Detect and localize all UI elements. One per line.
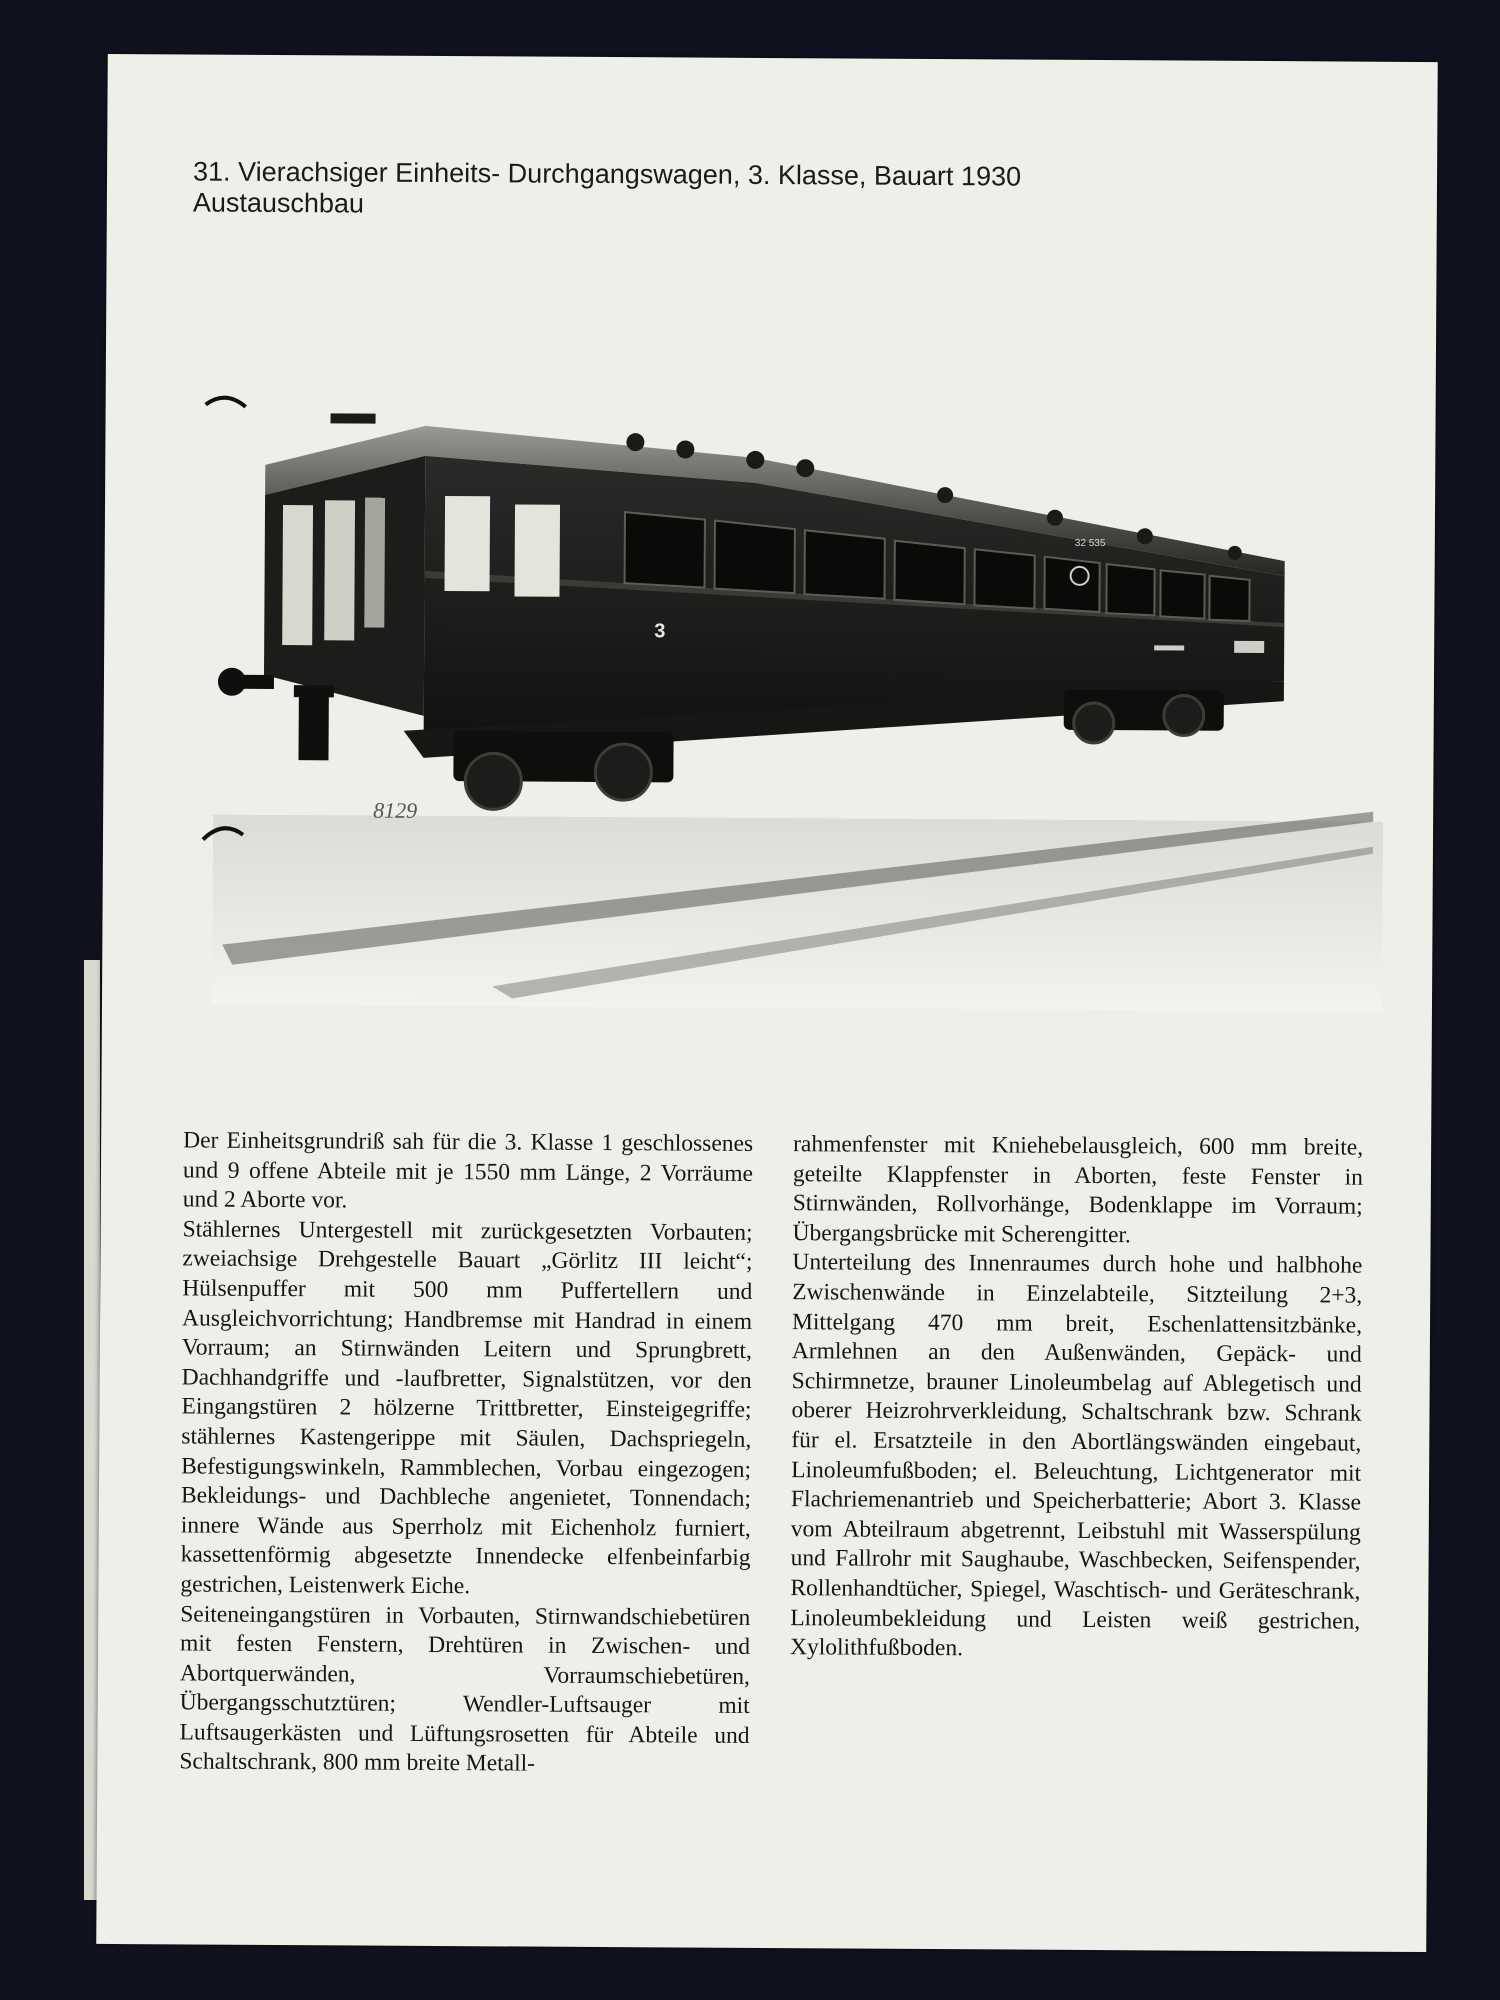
title-line-1: 31. Vierachsiger Einheits- Durchgangswagen, 3. Klasse, Bauart 1930 [192, 156, 1022, 192]
paragraph: Unterteilung des Innenraumes durch hohe und halbhohe Zwischenwände in Einzelabteile, Sitzteilung 2+3, Mittelgang 470 mm breit, Eschenlattensitzbänke, Armlehnen an den Außenwänden, Gepäck- und Schirmnetze, brauner Linoleumbelag auf Ablegetisch und oberer Heizrohrverkleidung, Schaltschrank bzw. Schrank für el. Ersatzteile in den Abortlängswänden eingebaut, Linoleumfußboden; el. Beleuchtung, Lichtgenerator mit Flachriemenantrieb und Speicherbatterie; Abort 3. Klasse vom Abteilraum abgetrennt, Leibstuhl mit Wasserspülung und Fallrohr mit Saughaube, Waschbecken, Seifenspender, Rollenhandtücher, Spiegel, Waschtisch- und Geräteschrank, Linoleumbekleidung und Leisten weiß gestrichen, Xylolithfußboden. [789, 1249, 1363, 1662]
railway-car-photo [192, 384, 1396, 1011]
car-number-marking: 32 535 [1074, 537, 1106, 550]
text-column-left [179, 1126, 753, 1781]
paragraph: Der Einheitsgrundriß sah für die 3. Klasse 1 geschlossenes und 9 offene Abteile mit je 1550 mm Länge, 2 Vorräume und 2 Aborte vor. [182, 1127, 754, 1214]
paragraph: Stählernes Untergestell mit zurückgesetzten Vorbauten; zweiachsige Drehgestelle Bauart „Görlitz III leicht“; Hülsenpuffer mit 500 mm Puffertellern und Ausgleichvorrichtung; Handbremse mit Handrad in einem Vorraum; an Stirnwänden Leitern und Sprungbrett, Dachhandgriffe und -laufbretter, Signalstützen, vor den Eingangstüren 2 hölzerne Trittbretter, Einsteigegriffe; stählernes Kastengerippe mit Säulen, Dachspriegeln, Befestigungswinkeln, Rammblechen, Vorbau eingezogen; Bekleidungs- und Dachbleche angenietet, Tonnendach; innere Wände aus Sperrholz mit Eichenholz furniert, kassettenförmig abgesetzte Innendecke elfenbeinfarbig gestrichen, Leistenwerk Eiche. [180, 1216, 753, 1600]
book-page [96, 54, 1438, 1952]
title-line-2: Austauschbau [192, 187, 365, 219]
plate-number-marking: 8129 [373, 797, 418, 823]
class-number-marking: 3 [654, 620, 666, 643]
text-column-right [790, 1130, 1363, 1666]
page-title [193, 156, 1293, 225]
paragraph: Seiteneingangstüren in Vorbauten, Stirnwandschiebetüren mit festen Fenstern, Drehtüren in Zwischen- und Abortquerwänden, Vorraumschiebetüren, Übergangsschutztüren; Wendler-Luftsauger mit Luftsaugerkästen und Lüftungsrosetten für Abteile und Schaltschrank, 800 mm breite Metall- [179, 1600, 751, 1778]
paragraph: rahmenfenster mit Kniehebelausgleich, 600 mm breite, geteilte Klappfenster in Aborten, feste Fenster in Stirnwänden, Rollvorhänge, Bodenklappe im Vorraum; Übergangsbrücke mit Scherengitter. [792, 1131, 1364, 1249]
